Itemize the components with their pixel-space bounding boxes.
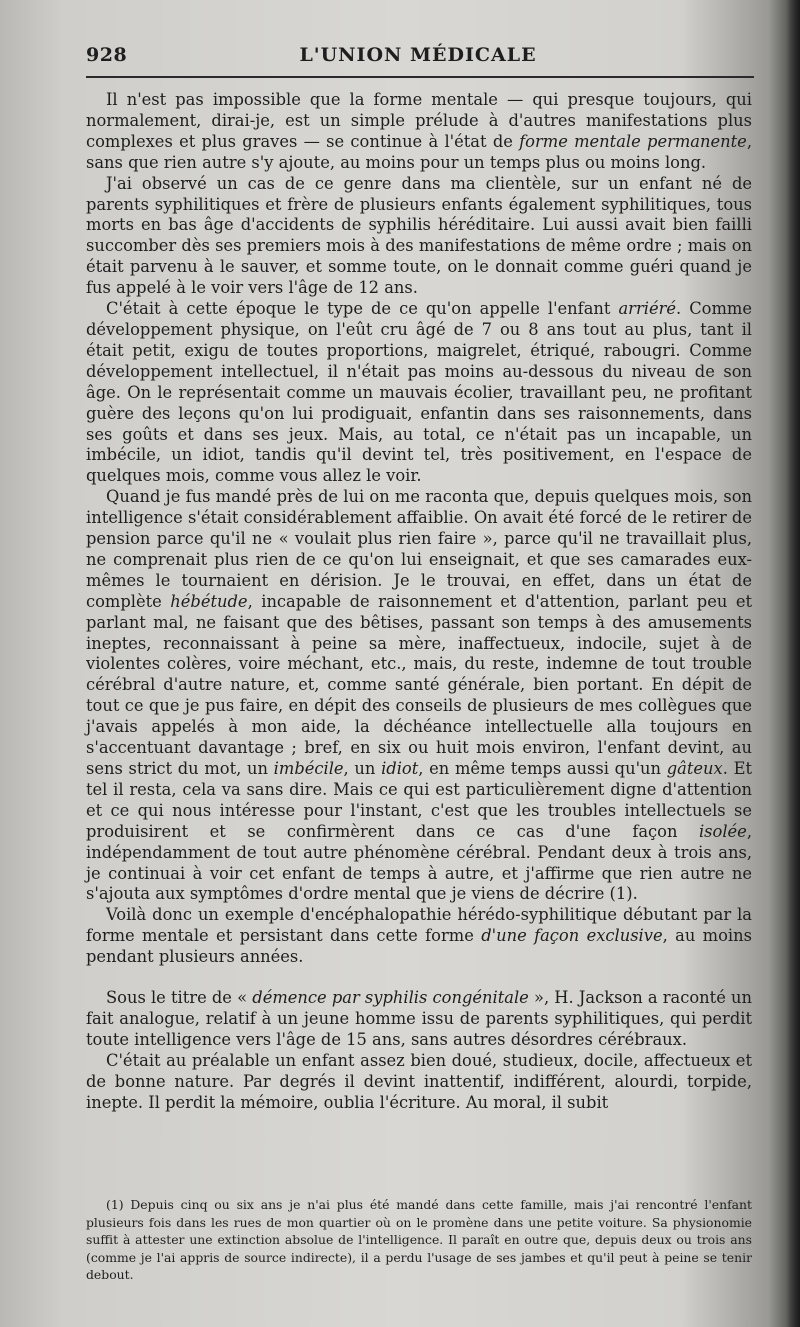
paragraph <box>86 90 752 174</box>
text-run: , au moins pendant plusieurs années. <box>86 926 752 967</box>
italic-run: arriéré <box>618 299 677 319</box>
text-run: , sans que rien autre s'y ajoute, au moins pour un temps plus ou moins long. <box>86 131 752 172</box>
text-run: , incapable de raisonnement et d'attention, parlant peu et parlant mal, ne faisant que des bêtises, passant son temps à des amusements ineptes, reconnaissant à peine sa mère, inaffectueux, indocile, sujet à de violentes colères, voire méchant, etc., mais, du reste, indemne de tout trouble cérébral d'autre nature, et, comme santé générale, bien portant. En dépit de tout ce que je pus faire, en dépit des conseils de plusieurs de mes collègues que j'avais appelés à mon aide, la déchéance intellectuelle alla toujours en s'accentuant davantage ; bref, en six ou huit mois environ, l'enfant devint, au sens strict du mot, un <box>86 591 752 778</box>
text-run: , indépendamment de tout autre phénomène cérébral. Pendant deux à trois ans, je continuai à voir cet enfant de temps à autre, et j'affirme que rien autre ne s'ajouta aux symptômes d'ordre mental que je viens de décrire (1). <box>86 821 752 904</box>
text-run: Voilà donc un exemple d'encéphalopathie hérédo-syphilitique débutant par la forme mentale et persistant dans cette forme <box>86 905 752 946</box>
header-rule <box>86 76 754 78</box>
text-run: Il n'est pas impossible que la forme mentale — qui presque toujours, qui normalement, dirai-je, est un simple prélude à d'autres manifestations plus complexes et plus graves — se continue à l'état de <box>86 90 752 151</box>
text-run: C'était à cette époque le type de ce qu'on appelle l'enfant <box>106 299 619 319</box>
text-run: Sous le titre de « <box>106 988 253 1008</box>
paragraph <box>86 905 752 968</box>
text-run: . Comme développement physique, on l'eût cru âgé de 7 ou 8 ans tout au plus, tant il était petit, exigu de toutes proportions, maigrelet, étriqué, rabougri. Comme développement intellectuel, il n'était pas moins au-dessous du niveau de son âge. On le représentait comme un mauvais écolier, travaillant peu, ne profitant guère des leçons qu'on lui prodiguait, enfantin dans ses raisonnements, dans ses goûts et dans ses jeux. Mais, au total, ce n'était pas un incapable, un imbécile, un idiot, tandis qu'il devint tel, très positivement, en l'espace de quelques mois, comme vous allez le voir. <box>86 299 752 486</box>
body-text <box>86 90 752 1114</box>
text-run: . Et tel il resta, cela va sans dire. Mais ce qui est particulièrement digne d'attention et ce qui nous intéresse pour l'instant, c'est que les troubles intellectuels se produisirent et se confirmèrent dans ce cas d'une façon <box>86 759 752 841</box>
footnote <box>86 1196 752 1284</box>
italic-run: gâteux <box>666 759 723 778</box>
italic-run: isolée <box>698 821 747 841</box>
page-edge-shadow <box>786 0 800 1327</box>
italic-run: imbécile <box>273 759 344 778</box>
text-run: J'ai observé un cas de ce genre dans ma clientèle, sur un enfant né de parents syphilitiques et frère de plusieurs enfants également syphilitiques, tous morts en bas âge d'accidents de syphilis héréditaire. Lui aussi avait bien failli succomber dès ses premiers mois à des manifestations de même ordre ; mais on était parvenu à le sauver, et somme toute, on le donnait comme guéri quand je fus appelé à le voir vers l'âge de 12 ans. <box>86 173 752 298</box>
italic-run: forme mentale permanente <box>519 131 747 151</box>
text-run: Quand je fus mandé près de lui on me raconta que, depuis quelques mois, son intelligence s'était considérablement affaiblie. On avait été forcé de le retirer de pension parce qu'il ne « voulait plus rien faire », parce qu'il ne travaillait plus, ne comprenait plus rien de ce qu'on lui enseignait, et que ses camarades eux-mêmes le tournaient en dérision. Je le trouvai, en effet, dans un état de complète <box>86 487 752 611</box>
italic-run: démence par syphilis congénitale <box>252 988 529 1008</box>
paragraph <box>86 174 752 299</box>
italic-run: idiot <box>381 759 419 778</box>
text-run: , en même temps aussi qu'un <box>418 759 667 778</box>
running-title: L'UNION MÉDICALE <box>299 44 537 66</box>
page-header <box>86 40 750 80</box>
text-run: , un <box>343 759 382 778</box>
footnote-text: (1) Depuis cinq ou six ans je n'ai plus été mandé dans cette famille, mais j'ai rencontré l'enfant plusieurs fois dans les rues de mon quartier où on le promène dans une petite voiture. Sa physionomie suffit à attester une extinction absolue de l'intelligence. Il paraît en outre que, depuis deux ou trois ans (comme je l'ai appris de source indirecte), il a perdu l'usage de ses jambes et qu'il peut à peine se tenir debout. <box>86 1197 752 1283</box>
italic-run: hébétude <box>170 591 248 611</box>
italic-run: d'une façon exclusive <box>481 926 663 946</box>
text-run: C'était au préalable un enfant assez bien doué, studieux, docile, affectueux et de bonne nature. Par degrés il devint inattentif, indifférent, alourdi, torpide, inepte. Il perdit la mémoire, oublia l'écriture. Au moral, il subit <box>86 1050 752 1112</box>
page-number: 928 <box>86 44 128 66</box>
paragraph <box>86 487 752 905</box>
paragraph <box>86 1051 752 1114</box>
text-run: », H. Jackson a raconté un fait analogue, relatif à un jeune homme issu de parents syphilitiques, qui perdit toute intelligence vers l'âge de 15 ans, sans autres désordres cérébraux. <box>86 988 752 1049</box>
paragraph <box>86 988 752 1051</box>
paragraph <box>86 299 752 487</box>
